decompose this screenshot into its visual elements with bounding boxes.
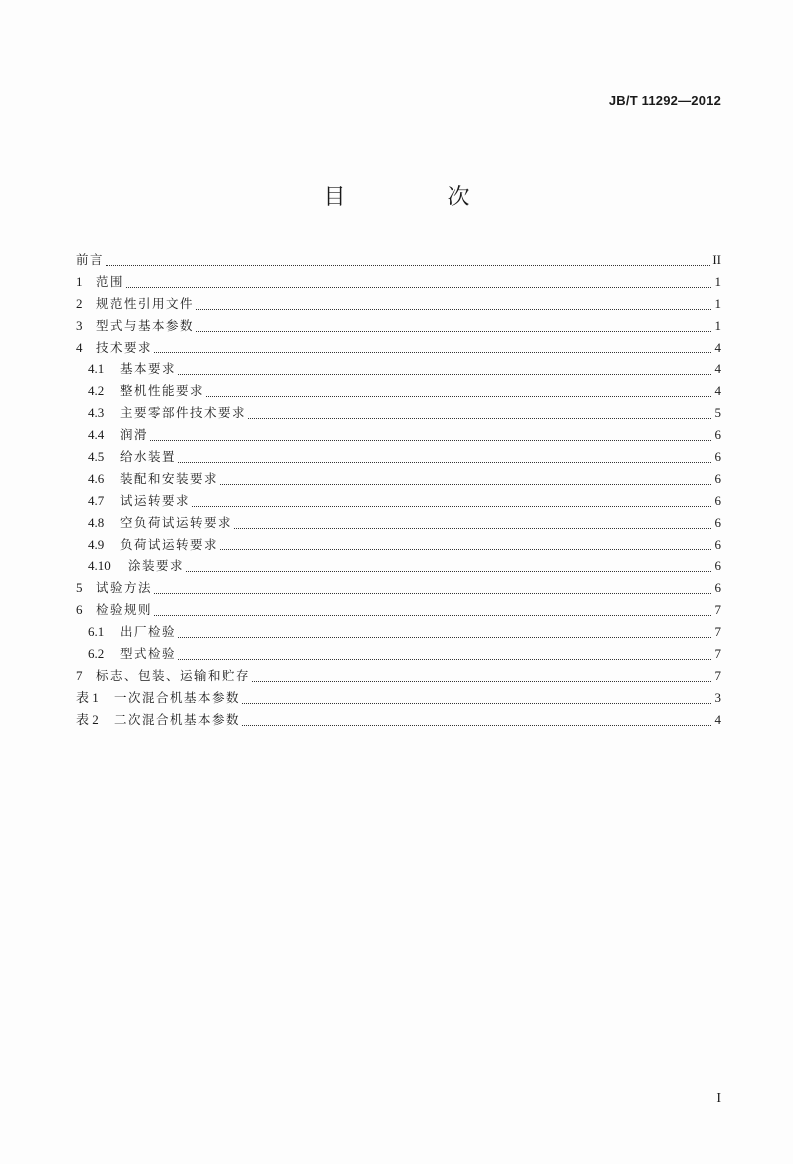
toc-leader-dots <box>178 659 711 660</box>
toc-leader-dots <box>234 528 711 529</box>
toc-entry[interactable] <box>76 534 721 556</box>
toc-entry-label: 整机性能要求 <box>120 383 205 399</box>
toc-entry-number: 表 1 <box>76 689 99 705</box>
toc-leader-dots <box>106 265 710 266</box>
toc-entry-page: 4 <box>714 383 721 399</box>
toc-entry-number: 4.9 <box>88 536 105 552</box>
toc-entry-page: 6 <box>714 470 721 486</box>
toc-entry-page: 4 <box>714 361 721 377</box>
toc-entry-number: 4.6 <box>88 470 105 486</box>
toc-entry-page: 3 <box>714 689 721 705</box>
standard-number: JB/T 11292—2012 <box>608 93 721 108</box>
toc-entry-number: 5 <box>76 580 83 596</box>
toc-entry-number: 4.5 <box>88 449 105 465</box>
toc-leader-dots <box>242 725 711 726</box>
toc-entry[interactable] <box>76 709 721 731</box>
toc-entry-label: 范围 <box>96 273 125 289</box>
toc-entry-page: 1 <box>714 273 721 289</box>
toc-entry-label: 技术要求 <box>96 339 153 355</box>
toc-entry-page: 6 <box>714 580 721 596</box>
toc-entry-number: 4.1 <box>88 361 105 377</box>
toc-entry-label: 型式与基本参数 <box>96 317 195 333</box>
toc-leader-dots <box>178 637 711 638</box>
toc-entry[interactable] <box>76 249 721 271</box>
toc-entry-number: 2 <box>76 295 83 311</box>
toc-entry-page: 7 <box>714 624 721 640</box>
page-title: 目 次 <box>323 185 510 210</box>
toc-entry-label: 二次混合机基本参数 <box>114 711 241 727</box>
toc-leader-dots <box>154 352 711 353</box>
toc-entry[interactable] <box>76 424 721 446</box>
toc-entry-label: 涂装要求 <box>128 558 185 574</box>
toc-entry-label: 型式检验 <box>120 646 177 662</box>
toc-entry-label: 装配和安装要求 <box>120 470 219 486</box>
toc-entry[interactable] <box>76 555 721 577</box>
toc-entry-page: 1 <box>714 317 721 333</box>
toc-leader-dots <box>126 287 711 288</box>
toc-entry[interactable] <box>76 358 721 380</box>
toc-entry-label: 基本要求 <box>120 361 177 377</box>
toc-entry[interactable] <box>76 490 721 512</box>
toc-leader-dots <box>178 374 711 375</box>
toc-leader-dots <box>150 440 711 441</box>
toc-leader-dots <box>220 549 711 550</box>
toc-entry[interactable] <box>76 468 721 490</box>
toc-entry[interactable] <box>76 512 721 534</box>
toc-entry[interactable] <box>76 643 721 665</box>
toc-entry-page: 4 <box>714 339 721 355</box>
table-of-contents <box>76 249 721 731</box>
toc-entry-page: II <box>712 252 721 267</box>
toc-entry-label: 润滑 <box>120 427 149 443</box>
toc-entry-page: 6 <box>714 449 721 465</box>
toc-entry-number: 3 <box>76 317 83 333</box>
toc-entry-label: 负荷试运转要求 <box>120 536 219 552</box>
toc-entry-label: 主要零部件技术要求 <box>120 405 247 421</box>
toc-entry-page: 6 <box>714 514 721 530</box>
toc-entry[interactable] <box>76 687 721 709</box>
toc-entry-number: 4.8 <box>88 514 105 530</box>
toc-entry-label: 试验方法 <box>96 580 153 596</box>
toc-entry-number: 4.4 <box>88 427 105 443</box>
toc-entry[interactable] <box>76 337 721 359</box>
toc-entry[interactable] <box>76 293 721 315</box>
toc-entry[interactable] <box>76 599 721 621</box>
toc-entry-label: 一次混合机基本参数 <box>114 689 241 705</box>
toc-entry[interactable] <box>76 315 721 337</box>
toc-leader-dots <box>206 396 711 397</box>
toc-entry[interactable] <box>76 271 721 293</box>
toc-leader-dots <box>154 593 711 594</box>
toc-entry-number: 4.2 <box>88 383 105 399</box>
toc-entry-page: 7 <box>714 646 721 662</box>
toc-entry-page: 4 <box>714 711 721 727</box>
toc-leader-dots <box>252 681 711 682</box>
toc-entry-number: 4.3 <box>88 405 105 421</box>
toc-entry-page: 7 <box>714 667 721 683</box>
toc-leader-dots <box>186 571 711 572</box>
toc-leader-dots <box>154 615 711 616</box>
toc-entry-label: 空负荷试运转要求 <box>120 514 233 530</box>
toc-leader-dots <box>196 309 711 310</box>
toc-entry-label: 规范性引用文件 <box>96 295 195 311</box>
toc-entry-page: 1 <box>714 295 721 311</box>
toc-entry-number: 6.2 <box>88 646 105 662</box>
toc-leader-dots <box>192 506 711 507</box>
toc-entry-label: 前言 <box>76 252 105 267</box>
page-number: I <box>716 1091 721 1106</box>
toc-entry[interactable] <box>76 577 721 599</box>
toc-entry-label: 检验规则 <box>96 602 153 618</box>
toc-entry-label: 给水装置 <box>120 449 177 465</box>
toc-entry-page: 7 <box>714 602 721 618</box>
toc-entry-page: 6 <box>714 536 721 552</box>
toc-entry-number: 6.1 <box>88 624 105 640</box>
toc-leader-dots <box>220 484 711 485</box>
toc-entry-number: 表 2 <box>76 711 99 727</box>
toc-entry-label: 出厂检验 <box>120 624 177 640</box>
toc-entry-label: 试运转要求 <box>120 492 191 508</box>
toc-entry-number: 1 <box>76 273 83 289</box>
toc-entry[interactable] <box>76 621 721 643</box>
toc-entry-label: 标志、包装、运输和贮存 <box>96 667 251 683</box>
toc-leader-dots <box>178 462 711 463</box>
toc-entry-number: 4 <box>76 339 83 355</box>
toc-leader-dots <box>242 703 711 704</box>
toc-entry-number: 7 <box>76 667 83 683</box>
toc-leader-dots <box>248 418 711 419</box>
toc-entry-number: 4.10 <box>88 558 111 574</box>
toc-entry[interactable] <box>76 402 721 424</box>
toc-entry[interactable] <box>76 446 721 468</box>
toc-entry-number: 4.7 <box>88 492 105 508</box>
toc-entry[interactable] <box>76 665 721 687</box>
toc-entry-page: 6 <box>714 427 721 443</box>
toc-entry-number: 6 <box>76 602 83 618</box>
toc-entry-page: 6 <box>714 558 721 574</box>
toc-entry-page: 5 <box>714 405 721 421</box>
toc-leader-dots <box>196 331 711 332</box>
toc-entry-page: 6 <box>714 492 721 508</box>
toc-entry[interactable] <box>76 380 721 402</box>
